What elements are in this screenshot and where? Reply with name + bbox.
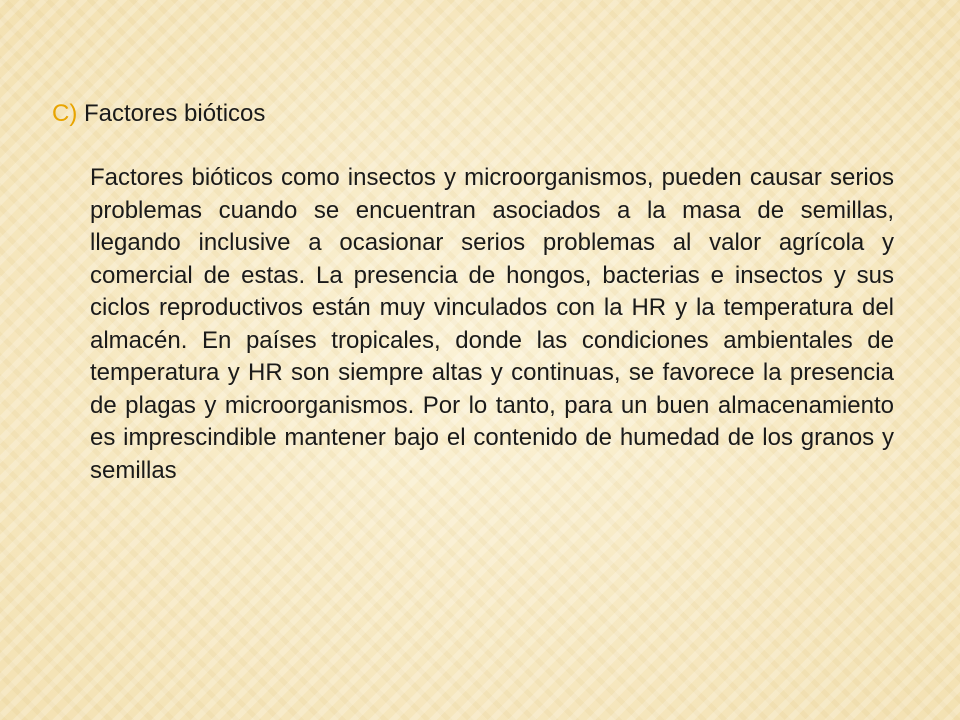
heading-title: Factores bióticos bbox=[84, 100, 266, 127]
body-paragraph: Factores bióticos como insectos y microorganismos, pueden causar serios problemas cuando se encuentran asociados a la masa de semillas, llegando inclusive a ocasionar serios problemas al valor agrícola y comercial de estas. La presencia de hongos, bacterias e insectos y sus ciclos reproductivos están muy vinculados con la HR y la temperatura del almacén. En países tropicales, donde las condiciones ambientales de temperatura y HR son siempre altas y continuas, se favorece la presencia de plagas y microorganismos. Por lo tanto, para un buen almacenamiento es imprescindible mantener bajo el contenido de humedad de los granos y semillas bbox=[90, 164, 894, 484]
slide-heading bbox=[52, 98, 265, 130]
heading-prefix: C) bbox=[52, 100, 78, 127]
